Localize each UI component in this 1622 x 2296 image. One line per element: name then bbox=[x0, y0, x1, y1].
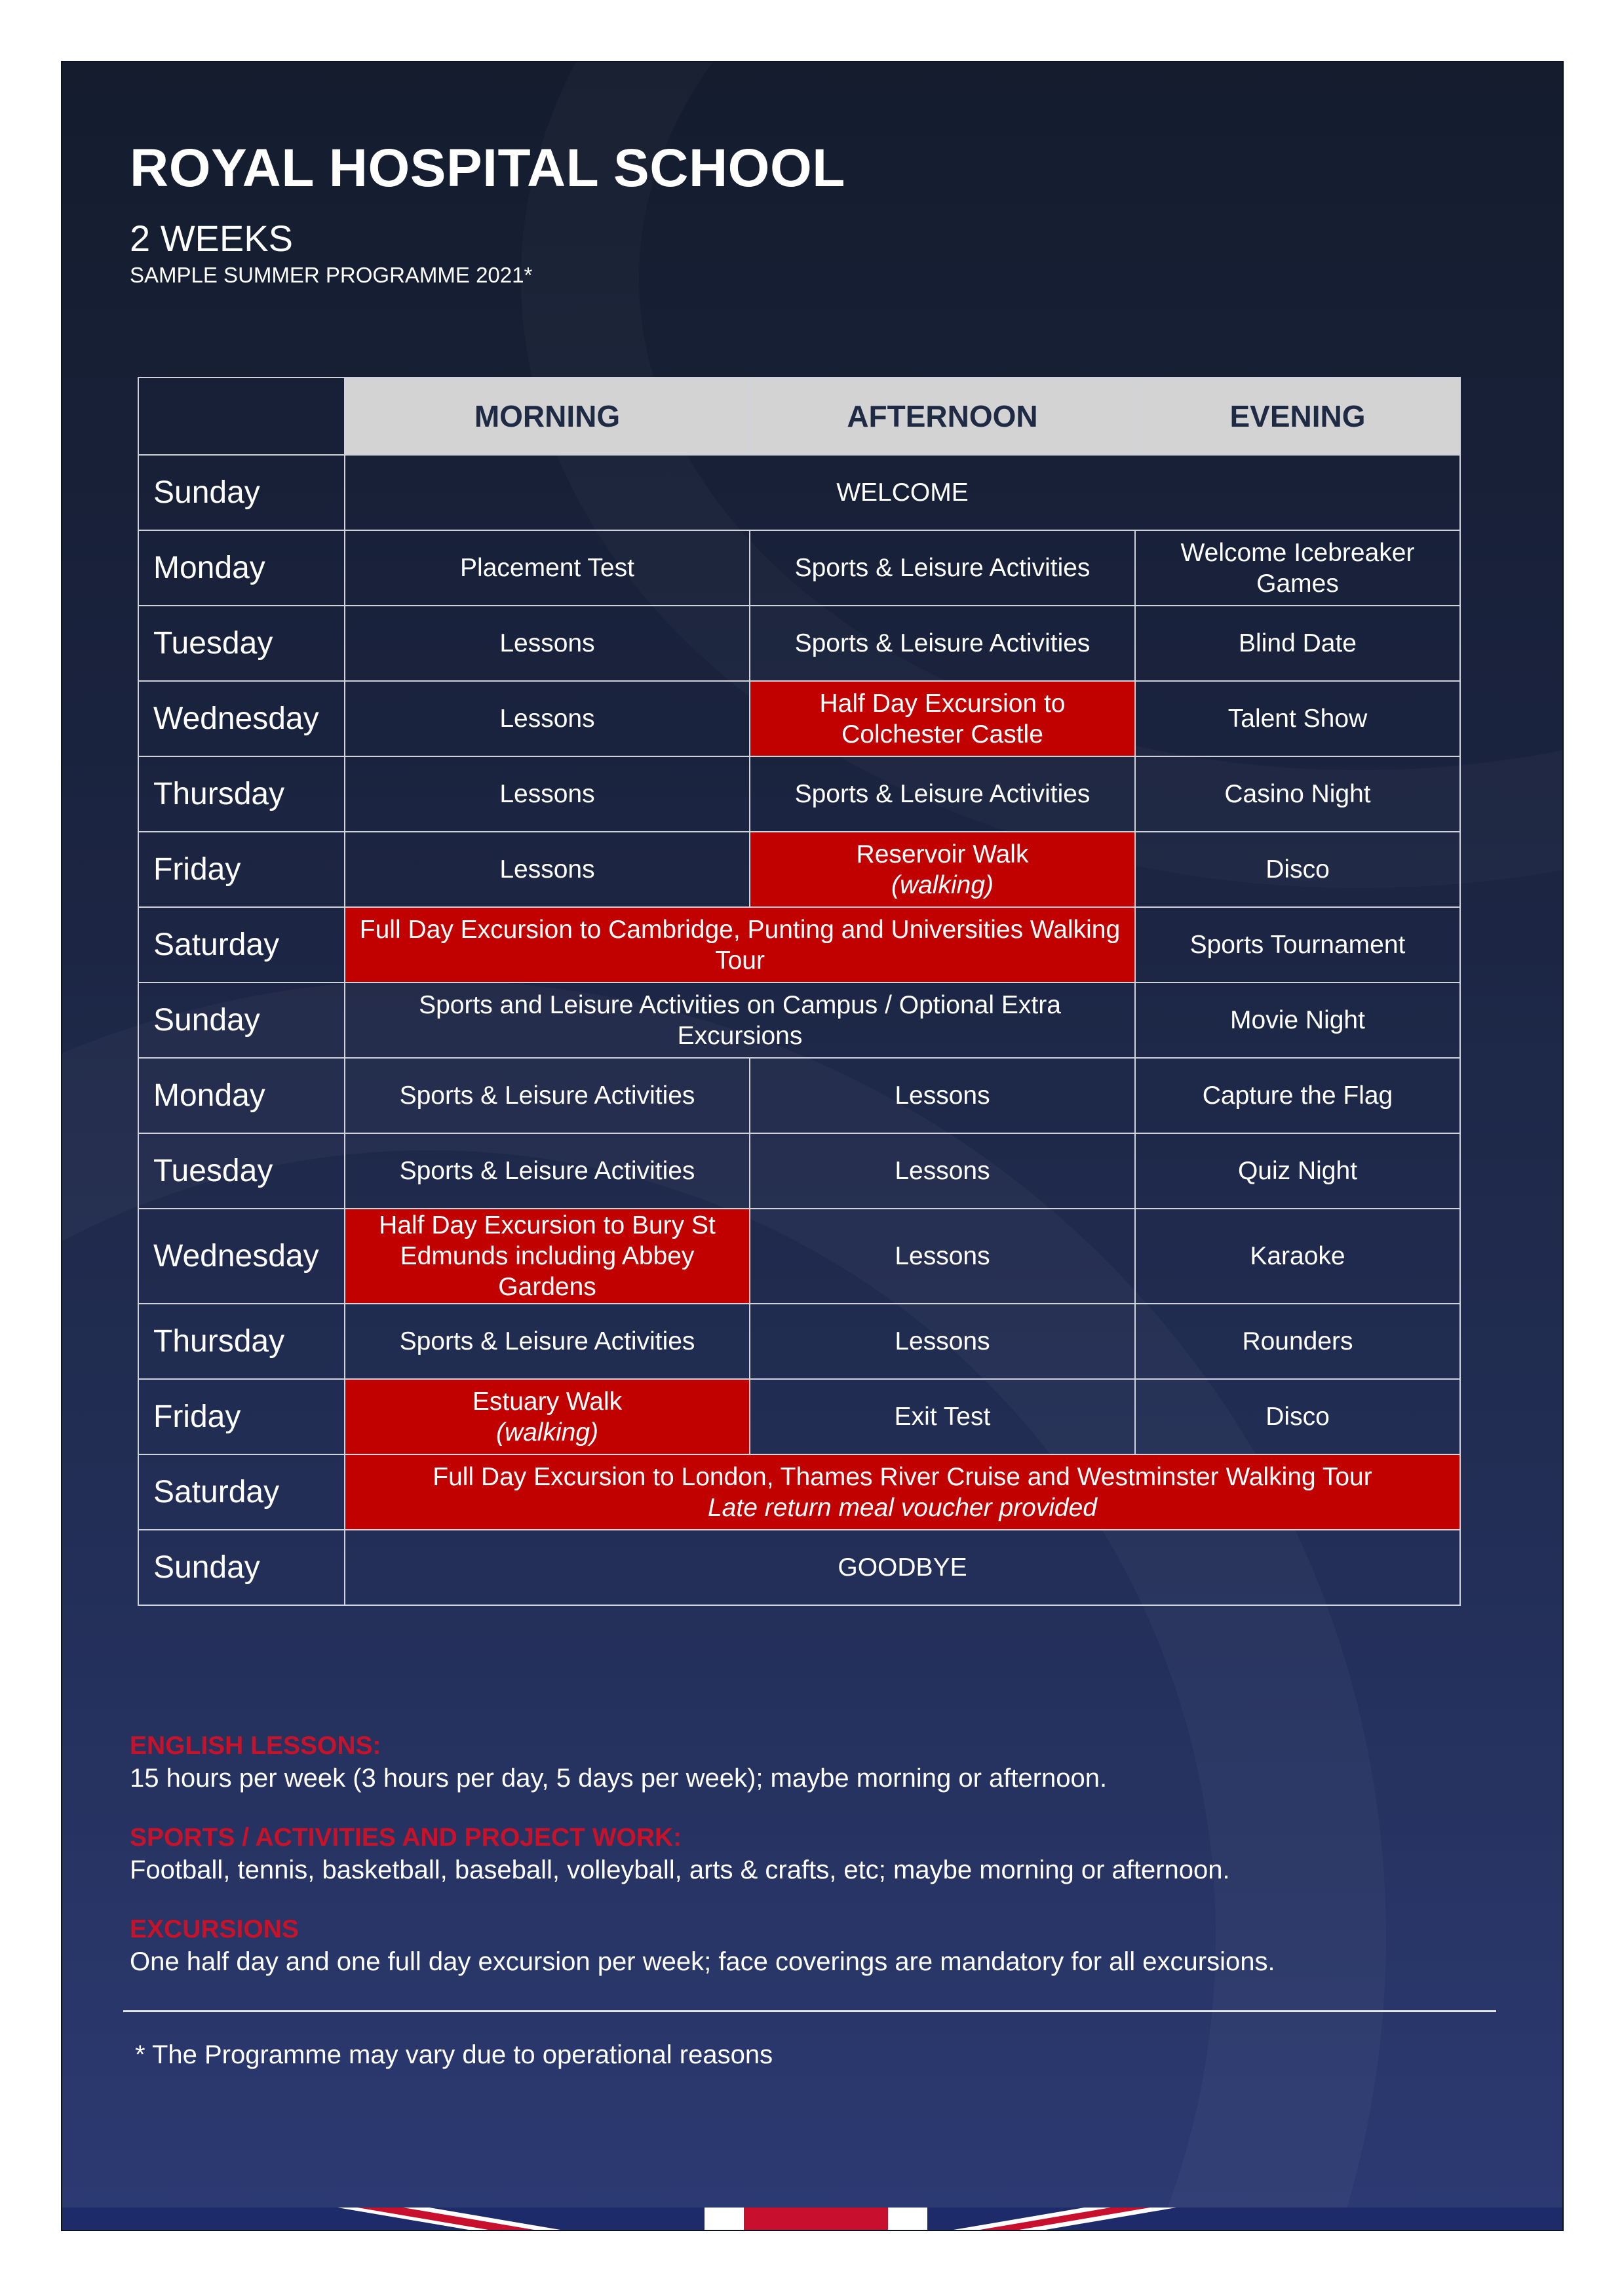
table-row bbox=[138, 1379, 1460, 1454]
activity-cell: Lessons bbox=[750, 1058, 1135, 1133]
activity-cell: Movie Night bbox=[1135, 983, 1460, 1058]
column-header-evening: EVENING bbox=[1135, 378, 1460, 455]
duration-label: 2 WEEKS bbox=[130, 218, 293, 259]
activity-cell: Lessons bbox=[345, 832, 750, 907]
activity-cell: Placement Test bbox=[345, 530, 750, 606]
day-cell: Saturday bbox=[138, 1454, 345, 1530]
activity-cell: Karaoke bbox=[1135, 1209, 1460, 1304]
day-cell: Thursday bbox=[138, 1304, 345, 1379]
day-cell: Tuesday bbox=[138, 1133, 345, 1209]
table-row bbox=[138, 1454, 1460, 1530]
activity-cell: Disco bbox=[1135, 832, 1460, 907]
column-header-afternoon: AFTERNOON bbox=[750, 378, 1135, 455]
schedule-table bbox=[138, 377, 1461, 1606]
activity-cell: Lessons bbox=[345, 606, 750, 681]
day-cell: Tuesday bbox=[138, 606, 345, 681]
table-row bbox=[138, 1304, 1460, 1379]
english-lessons-heading: ENGLISH LESSONS: bbox=[130, 1732, 381, 1760]
day-cell: Wednesday bbox=[138, 1209, 345, 1304]
excursion-cell: Half Day Excursion to Bury St Edmunds including Abbey Gardens bbox=[345, 1209, 750, 1304]
activity-cell: Casino Night bbox=[1135, 756, 1460, 832]
programme-page bbox=[61, 61, 1564, 2231]
excursions-heading: EXCURSIONS bbox=[130, 1915, 299, 1943]
excursion-note: (walking) bbox=[495, 1418, 599, 1447]
excursion-note: (walking) bbox=[891, 870, 994, 899]
table-row bbox=[138, 681, 1460, 756]
table-row bbox=[138, 1058, 1460, 1133]
activity-cell: Lessons bbox=[750, 1133, 1135, 1209]
activity-cell: GOODBYE bbox=[345, 1530, 1460, 1605]
programme-notes bbox=[130, 1730, 1506, 2006]
activity-cell: Sports & Leisure Activities bbox=[750, 530, 1135, 606]
day-cell: Saturday bbox=[138, 907, 345, 983]
day-cell: Wednesday bbox=[138, 681, 345, 756]
excursions-text: One half day and one full day excursion per week; face coverings are mandatory for all excursions. bbox=[130, 1947, 1275, 1976]
activity-cell: Lessons bbox=[750, 1304, 1135, 1379]
day-cell: Sunday bbox=[138, 1530, 345, 1605]
column-header-morning: MORNING bbox=[345, 378, 750, 455]
activity-cell: Welcome Icebreaker Games bbox=[1135, 530, 1460, 606]
day-cell: Friday bbox=[138, 832, 345, 907]
activity-cell: Lessons bbox=[345, 756, 750, 832]
excursion-note: Late return meal voucher provided bbox=[707, 1493, 1097, 1522]
sports-activities-heading: SPORTS / ACTIVITIES AND PROJECT WORK: bbox=[130, 1823, 682, 1852]
table-row bbox=[138, 832, 1460, 907]
activity-cell: WELCOME bbox=[345, 455, 1460, 530]
activity-cell: Quiz Night bbox=[1135, 1133, 1460, 1209]
day-cell: Sunday bbox=[138, 455, 345, 530]
activity-cell: Capture the Flag bbox=[1135, 1058, 1460, 1133]
activity-cell: Sports & Leisure Activities bbox=[345, 1304, 750, 1379]
disclaimer-text: * The Programme may vary due to operational reasons bbox=[135, 2040, 773, 2069]
activity-cell: Blind Date bbox=[1135, 606, 1460, 681]
programme-subtitle: SAMPLE SUMMER PROGRAMME 2021* bbox=[130, 263, 533, 287]
table-row bbox=[138, 907, 1460, 983]
day-cell: Thursday bbox=[138, 756, 345, 832]
excursion-title: Full Day Excursion to London, Thames River Cruise and Westminster Walking Tour bbox=[433, 1462, 1372, 1491]
union-flag-strip bbox=[62, 2208, 1562, 2230]
excursion-title: Estuary Walk bbox=[472, 1387, 623, 1416]
activity-cell: Exit Test bbox=[750, 1379, 1135, 1454]
table-row bbox=[138, 1209, 1460, 1304]
activity-cell: Lessons bbox=[750, 1209, 1135, 1304]
table-row bbox=[138, 1530, 1460, 1605]
activity-cell: Sports & Leisure Activities bbox=[750, 756, 1135, 832]
table-header-row bbox=[138, 378, 1460, 455]
activity-cell: Sports & Leisure Activities bbox=[750, 606, 1135, 681]
activity-cell: Sports and Leisure Activities on Campus / Optional Extra Excursions bbox=[345, 983, 1135, 1058]
day-cell: Friday bbox=[138, 1379, 345, 1454]
table-row bbox=[138, 1133, 1460, 1209]
table-row bbox=[138, 606, 1460, 681]
table-row bbox=[138, 983, 1460, 1058]
excursion-cell: Half Day Excursion to Colchester Castle bbox=[750, 681, 1135, 756]
activity-cell: Sports & Leisure Activities bbox=[345, 1133, 750, 1209]
divider bbox=[123, 2010, 1496, 2012]
header-corner-cell bbox=[138, 378, 345, 455]
table-row bbox=[138, 756, 1460, 832]
table-row bbox=[138, 455, 1460, 530]
activity-cell: Sports Tournament bbox=[1135, 907, 1460, 983]
page-title: ROYAL HOSPITAL SCHOOL bbox=[130, 138, 845, 198]
activity-cell: Rounders bbox=[1135, 1304, 1460, 1379]
excursion-cell bbox=[345, 1454, 1460, 1530]
english-lessons-text: 15 hours per week (3 hours per day, 5 days per week); maybe morning or afternoon. bbox=[130, 1764, 1108, 1793]
day-cell: Sunday bbox=[138, 983, 345, 1058]
sports-activities-text: Football, tennis, basketball, baseball, volleyball, arts & crafts, etc; maybe morning or afternoon. bbox=[130, 1856, 1230, 1884]
activity-cell: Lessons bbox=[345, 681, 750, 756]
excursion-cell bbox=[750, 832, 1135, 907]
excursion-cell: Full Day Excursion to Cambridge, Punting and Universities Walking Tour bbox=[345, 907, 1135, 983]
excursion-cell bbox=[345, 1379, 750, 1454]
day-cell: Monday bbox=[138, 1058, 345, 1133]
excursion-title: Reservoir Walk bbox=[856, 840, 1029, 868]
activity-cell: Talent Show bbox=[1135, 681, 1460, 756]
table-row bbox=[138, 530, 1460, 606]
activity-cell: Sports & Leisure Activities bbox=[345, 1058, 750, 1133]
day-cell: Monday bbox=[138, 530, 345, 606]
activity-cell: Disco bbox=[1135, 1379, 1460, 1454]
